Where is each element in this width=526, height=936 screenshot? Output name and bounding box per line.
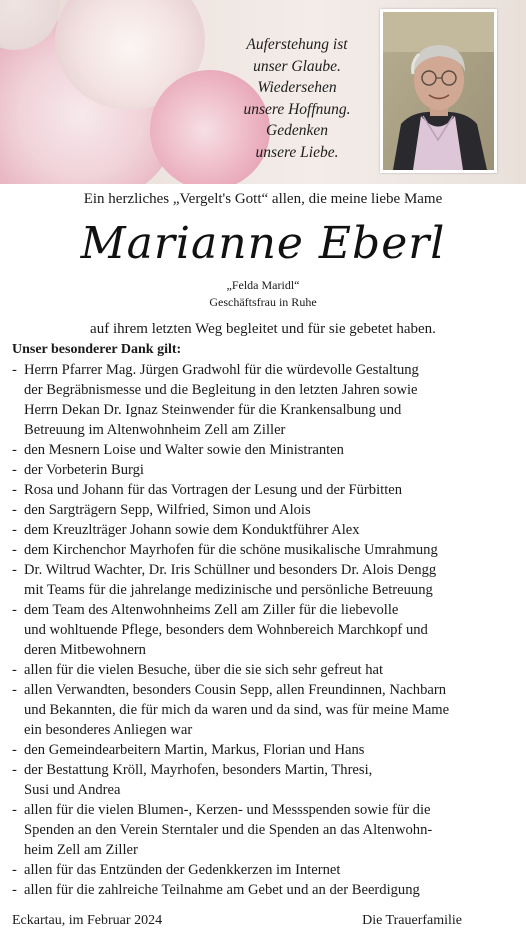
list-item [12,660,517,680]
list-item [12,440,517,460]
list-item-line: allen für die vielen Blumen-, Kerzen- und Messspenden sowie für die [24,802,431,818]
dash-bullet: - [12,662,17,678]
dash-bullet: - [12,562,17,578]
dash-bullet: - [12,522,17,538]
header-banner [0,0,526,184]
dash-bullet: - [12,502,17,518]
list-item-line: allen für das Entzünden der Gedenkkerzen im Internet [24,862,341,878]
list-item [12,480,517,500]
list-item [12,880,517,900]
thanks-list [12,360,517,900]
list-item-line: der Vorbeterin Burgi [24,462,144,478]
list-item-line: dem Team des Altenwohnheims Zell am Ziller für die liebevolle [24,602,399,618]
list-item-line: der Begräbnismesse und die Begleitung in den letzten Jahren sowie [24,382,418,398]
dash-bullet: - [12,462,17,478]
list-item-line: Herrn Pfarrer Mag. Jürgen Gradwohl für die würdevolle Gestaltung [24,362,419,378]
signature: Die Trauerfamilie [362,913,462,928]
list-item-line: und Bekannten, die für mich da waren und da sind, was für meine Mame [24,702,450,718]
list-item [12,760,517,800]
list-item-line: Susi und Andrea [24,782,121,798]
list-item [12,460,517,480]
deceased-name: Marianne Eberl [80,218,446,269]
list-item-line: den Sargträgern Sepp, Wilfried, Simon und Alois [24,502,311,518]
intro-text: Ein herzliches „Vergelt's Gott“ allen, die meine liebe Mame [83,191,443,207]
dash-bullet: - [12,362,17,378]
list-item-line: Spenden an den Verein Sterntaler und die Spenden an das Altenwohn- [24,822,433,838]
list-item-line: der Bestattung Kröll, Mayrhofen, besonders Martin, Thresi, [24,762,373,778]
list-item [12,520,517,540]
list-item [12,680,517,740]
list-item-line: dem Kreuzlträger Johann sowie dem Konduktführer Alex [24,522,360,538]
memorial-quote: Auferstehung ist unser Glaube. Wiedersehen unsere Hoffnung. Gedenken unsere Liebe. [243,36,351,161]
list-item-line: Herrn Dekan Dr. Ignaz Steinwender für die Krankensalbung und [24,402,402,418]
dash-bullet: - [12,482,17,498]
list-item-line: allen Verwandten, besonders Cousin Sepp, allen Freundinnen, Nachbarn [24,682,447,698]
place-date: Eckartau, im Februar 2024 [12,913,163,928]
list-item [12,500,517,520]
list-item [12,560,517,600]
portrait-photo [383,12,494,170]
dash-bullet: - [12,682,17,698]
list-item-line: Rosa und Johann für das Vortragen der Lesung und der Fürbitten [24,482,403,498]
list-item [12,360,517,440]
list-item [12,600,517,660]
list-item [12,740,517,760]
dash-bullet: - [12,882,17,898]
list-item-line: allen für die zahlreiche Teilnahme am Gebet und an der Beerdigung [24,882,420,898]
last-way-text: auf ihrem letzten Weg begleitet und für sie gebetet haben. [90,321,436,337]
list-item [12,540,517,560]
dash-bullet: - [12,602,17,618]
list-item-line: und wohltuende Pflege, besonders dem Wohnbereich Marchkopf und [24,622,428,638]
dash-bullet: - [12,802,17,818]
dash-bullet: - [12,542,17,558]
dash-bullet: - [12,742,17,758]
list-item-line: mit Teams für die jahrelange medizinische und persönliche Betreuung [24,582,433,598]
list-item-line: den Mesnern Loise und Walter sowie den Ministranten [24,442,344,458]
nickname: „Felda Maridl“ [226,278,300,292]
list-item-line: ein besonderes Anliegen war [24,722,193,738]
dash-bullet: - [12,862,17,878]
dash-bullet: - [12,762,17,778]
list-item-line: den Gemeindearbeitern Martin, Markus, Florian und Hans [24,742,365,758]
list-item [12,800,517,860]
list-item-line: Betreuung im Altenwohnheim Zell am Ziller [24,422,286,438]
portrait-frame [380,9,497,173]
occupation: Geschäftsfrau in Ruhe [209,295,317,309]
list-item [12,860,517,880]
list-item-line: heim Zell am Ziller [24,842,138,858]
list-item-line: allen für die vielen Besuche, über die sie sich sehr gefreut hat [24,662,384,678]
list-item-line: dem Kirchenchor Mayrhofen für die schöne musikalische Umrahmung [24,542,438,558]
dash-bullet: - [12,442,17,458]
list-item-line: Dr. Wiltrud Wachter, Dr. Iris Schüllner und besonders Dr. Alois Dengg [24,562,437,578]
thanks-heading: Unser besonderer Dank gilt: [12,342,182,357]
list-item-line: deren Mitbewohnern [24,642,146,658]
